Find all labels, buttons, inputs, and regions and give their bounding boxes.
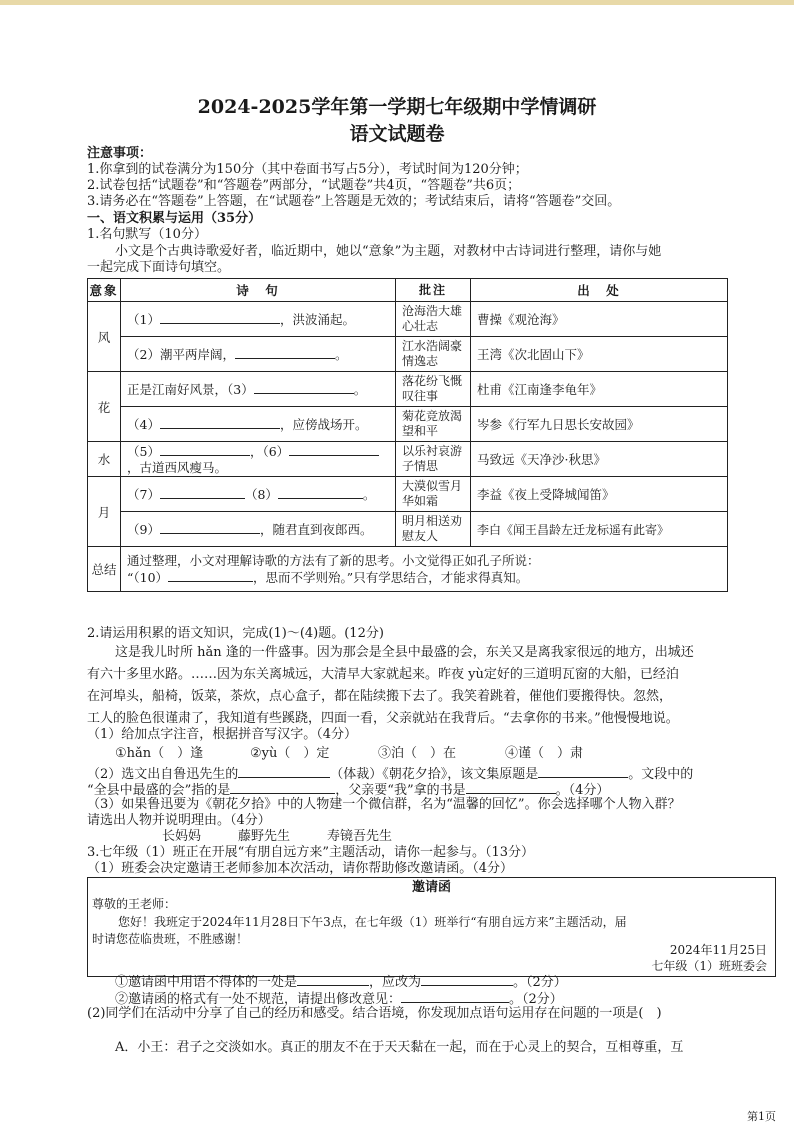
sub-question: ②邀请函的格式有一处不规范，请提出修改意见： 。（2分） bbox=[115, 992, 563, 1007]
sub-question: “全县中最盛的会”指的是 ，父亲要“我”拿的书是 。（4分） bbox=[87, 783, 610, 798]
question-1-intro: 一起完成下面诗句填空。 bbox=[87, 260, 231, 275]
invitation-letter bbox=[87, 877, 776, 977]
imagery-cell: 月 bbox=[88, 477, 121, 547]
table-row bbox=[88, 407, 728, 442]
source-cell: 王湾《次北固山下》 bbox=[471, 337, 728, 372]
option-a: A．小王：君子之交淡如水。真正的朋友不在于天天黏在一起，而在于心灵上的契合，互相尊重，互 bbox=[115, 1040, 684, 1055]
passage-line: 在河埠头，船椅，饭菜，茶炊，点心盒子，都在陆续搬下去了。我笑着跳着，催他们要搬得快。忽然， bbox=[87, 689, 673, 704]
character-option: 长妈妈 bbox=[162, 829, 202, 844]
source-cell: 李白《闻王昌龄左迁龙标遥有此寄》 bbox=[471, 512, 728, 547]
verse-cell: （1） ，洪波涌起。 bbox=[121, 302, 396, 337]
letter-date: 2024年11月25日 bbox=[669, 943, 767, 957]
table-header: 意象 bbox=[88, 279, 121, 302]
letter-heading: 邀请函 bbox=[411, 880, 451, 895]
letter-body: 时请您莅临贵班，不胜感谢！ bbox=[92, 932, 249, 946]
verse-cell: （9） ，随君直到夜郎西。 bbox=[121, 512, 396, 547]
page-number: 第1页 bbox=[747, 1110, 776, 1123]
top-edge bbox=[0, 0, 794, 5]
notice-item: 2.试卷包括“试题卷”和“答题卷”两部分，“试题卷”共4页，“答题卷”共6页； bbox=[87, 178, 521, 193]
letter-salutation: 尊敬的王老师： bbox=[92, 897, 177, 911]
notice-item: 3.请务必在“答题卷”上答题，在“试题卷”上答题是无效的；考试结束后，请将“答题卷”交回。 bbox=[87, 194, 621, 209]
notice-item: 1.你拿到的试卷满分为150分（其中卷面书写占5分），考试时间为120分钟； bbox=[87, 162, 528, 177]
source-cell: 曹操《观沧海》 bbox=[471, 302, 728, 337]
table-header: 出 处 bbox=[471, 279, 728, 302]
letter-body: 您好！我班定于2024年11月28日下午3点，在七年级（1）班举行“有朋自远方来”主题活动，届 bbox=[118, 915, 627, 929]
summary-cell: 通过整理，小文对理解诗歌的方法有了新的思考。小文觉得正如孔子所说： “（10） ，思而不学则殆。”只有学思结合，才能求得真知。 bbox=[121, 547, 728, 592]
imagery-cell: 风 bbox=[88, 302, 121, 372]
note-cell: 江水浩阔豪情逸志 bbox=[396, 337, 471, 372]
exam-subtitle: 语文试题卷 bbox=[349, 123, 445, 145]
table-row bbox=[88, 302, 728, 337]
passage-line: 工人的脸色很谨肃了，我知道有些蹊跷，四面一看，父亲就站在我背后。“去拿你的书来。”他慢慢地说。 bbox=[87, 711, 679, 726]
section-heading: 一、语文积累与运用（35分） bbox=[87, 211, 262, 226]
table-row bbox=[88, 442, 728, 477]
passage-line: 这是我儿时所 hǎn 逢的一件盛事。因为那会是全县中最盛的会，东关又是离我家很远的地方，出城还 bbox=[115, 645, 694, 660]
note-cell: 沧海浩大雄心壮志 bbox=[396, 302, 471, 337]
table-row bbox=[88, 512, 728, 547]
question-1-title: 1.名句默写（10分） bbox=[87, 227, 207, 242]
table-row bbox=[88, 372, 728, 407]
verse-cell: （5） ，（6），古道西风瘦马。 bbox=[121, 442, 396, 477]
note-cell: 明月相送劝慰友人 bbox=[396, 512, 471, 547]
source-cell: 杜甫《江南逢李龟年》 bbox=[471, 372, 728, 407]
source-cell: 李益《夜上受降城闻笛》 bbox=[471, 477, 728, 512]
sub-question: ①邀请函中用语不得体的一处是 ，应改为 。（2分） bbox=[115, 975, 567, 990]
table-header-row bbox=[88, 279, 728, 302]
exam-title: 2024-2025学年第一学期七年级期中学情调研 bbox=[197, 96, 597, 118]
imagery-cell: 花 bbox=[88, 372, 121, 442]
imagery-cell: 总结 bbox=[88, 547, 121, 592]
note-cell: 以乐衬哀游子情思 bbox=[396, 442, 471, 477]
question-3-title: 3.七年级（1）班正在开展“有朋自远方来”主题活动，请你一起参与。（13分） bbox=[87, 845, 535, 860]
sub-question: （3）如果鲁迅要为《朝花夕拾》中的人物建一个微信群，名为“温馨的回忆”。你会选择哪个人物入群？ bbox=[87, 797, 681, 812]
sub-question: (2)同学们在活动中分享了自己的经历和感受。结合语境，你发现加点语句运用存在问题的一项是( ) bbox=[87, 1006, 662, 1021]
table-header: 批注 bbox=[396, 279, 471, 302]
note-cell: 菊花竞放渴望和平 bbox=[396, 407, 471, 442]
table-row bbox=[88, 477, 728, 512]
pinyin-item: ④谨（ ）肃 bbox=[505, 746, 584, 761]
table-header: 诗 句 bbox=[121, 279, 396, 302]
pinyin-item: ①hǎn（ ）逢 bbox=[115, 746, 204, 761]
sub-question: （2）选文出自鲁迅先生的 （体裁）《朝花夕拾》，该文集原题是 。文段中的 bbox=[87, 767, 694, 782]
notice-heading: 注意事项： bbox=[87, 146, 153, 161]
table-row bbox=[88, 547, 728, 592]
character-option: 藤野先生 bbox=[238, 829, 291, 844]
note-cell: 大漠似雪月华如霜 bbox=[396, 477, 471, 512]
verse-cell: （7） （8） 。 bbox=[121, 477, 396, 512]
note-cell: 落花纷飞慨叹往事 bbox=[396, 372, 471, 407]
passage-line: 有六十多里水路。……因为东关离城远，大清早大家就起来。昨夜 yù定好的三道明瓦窗的大船，已经泊 bbox=[87, 667, 679, 682]
letter-signature: 七年级（1）班班委会 bbox=[651, 959, 767, 973]
pinyin-item: ②yù（ ）定 bbox=[250, 746, 330, 761]
sub-question: 请选出人物并说明理由。（4分） bbox=[87, 813, 271, 828]
source-cell: 岑参《行军九日思长安故园》 bbox=[471, 407, 728, 442]
sub-question: （1）班委会决定邀请王老师参加本次活动，请你帮助修改邀请函。（4分） bbox=[87, 861, 514, 876]
poem-table bbox=[87, 278, 728, 592]
table-row bbox=[88, 337, 728, 372]
question-2-title: 2.请运用积累的语文知识，完成(1)～(4)题。(12分) bbox=[87, 626, 384, 641]
sub-question: （1）给加点字注音，根据拼音写汉字。（4分） bbox=[87, 727, 358, 742]
verse-cell: （4） ，应傍战场开。 bbox=[121, 407, 396, 442]
verse-cell: 正是江南好风景，（3） 。 bbox=[121, 372, 396, 407]
pinyin-item: ③泊（ ）在 bbox=[378, 746, 457, 761]
character-option: 寿镜吾先生 bbox=[327, 829, 393, 844]
verse-cell: （2）潮平两岸阔， 。 bbox=[121, 337, 396, 372]
question-1-intro: 小文是个古典诗歌爱好者，临近期中，她以“意象”为主题，对教材中古诗词进行整理，请你与她 bbox=[115, 244, 662, 259]
imagery-cell: 水 bbox=[88, 442, 121, 477]
source-cell: 马致远《天净沙·秋思》 bbox=[471, 442, 728, 477]
